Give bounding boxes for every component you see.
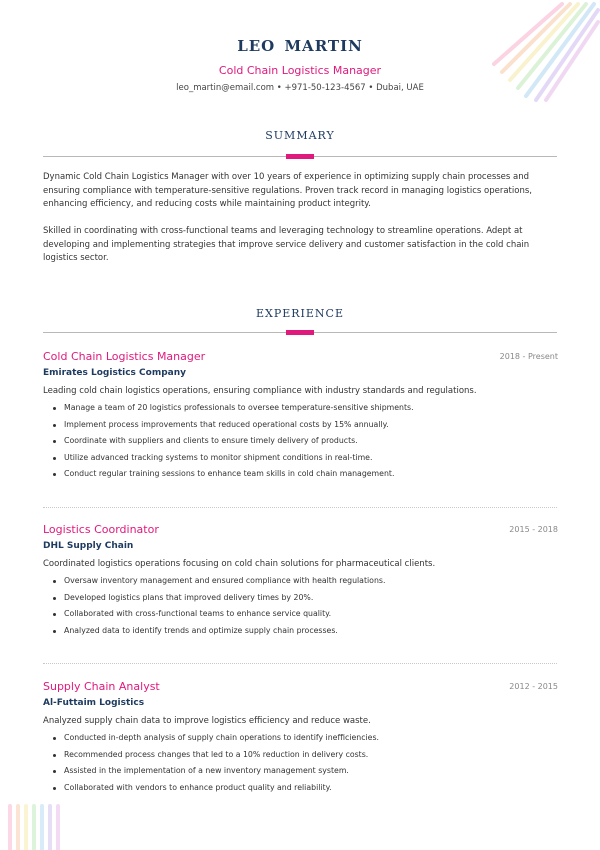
bullet-item: Recommended process changes that led to a 10% reduction in delivery costs. (43, 747, 558, 764)
job-divider (43, 507, 557, 508)
job-summary: Coordinated logistics operations focusing on cold chain solutions for pharmaceutical clients. (43, 559, 436, 569)
bullet-item: Utilize advanced tracking systems to monitor shipment conditions in real-time. (43, 450, 558, 467)
job-role: Supply Chain Analyst (43, 680, 160, 693)
job-summary: Analyzed supply chain data to improve logistics efficiency and reduce waste. (43, 716, 371, 726)
bullet-item: Conducted in-depth analysis of supply chain operations to identify inefficiencies. (43, 730, 558, 747)
bullet-item: Assisted in the implementation of a new inventory management system. (43, 763, 558, 780)
contact-line: leo_martin@email.com • +971-50-123-4567 • Dubai, UAE (176, 83, 424, 93)
job-role: Logistics Coordinator (43, 523, 159, 536)
bullet-item: Oversaw inventory management and ensured compliance with health regulations. (43, 573, 558, 590)
job-dates: 2012 - 2015 (509, 682, 558, 691)
bullet-item: Developed logistics plans that improved delivery times by 20%. (43, 590, 558, 607)
bullet-item: Conduct regular training sessions to enhance team skills in cold chain management. (43, 466, 558, 483)
summary-paragraph: Skilled in coordinating with cross-functional teams and leveraging technology to streamline operations. Adept at developing and implementing strategies that improve service delivery and customer satisfaction in the cold chain logistics sector. (43, 226, 530, 263)
rainbow-stripes-decoration-top (490, 0, 600, 110)
bullet-item: Manage a team of 20 logistics professionals to oversee temperature-sensitive shipments. (43, 400, 558, 417)
job-company: Al-Futtaim Logistics (43, 698, 145, 708)
summary-heading: SUMMARY (265, 129, 335, 142)
rainbow-stripes-decoration-bottom (4, 800, 74, 850)
job-divider (43, 663, 557, 664)
bullet-item: Analyzed data to identify trends and optimize supply chain processes. (43, 623, 558, 640)
bullet-item: Coordinate with suppliers and clients to ensure timely delivery of products. (43, 433, 558, 450)
summary-rule-accent (286, 154, 314, 159)
bullet-item: Implement process improvements that reduced operational costs by 15% annually. (43, 417, 558, 434)
job-bullets (43, 573, 558, 639)
bullet-item: Collaborated with cross-functional teams to enhance service quality. (43, 606, 558, 623)
candidate-name: LEO MARTIN (237, 37, 363, 55)
job-company: Emirates Logistics Company (43, 368, 186, 378)
job-role: Cold Chain Logistics Manager (43, 350, 206, 363)
job-company: DHL Supply Chain (43, 541, 134, 551)
job-dates: 2018 - Present (499, 352, 558, 361)
job-dates: 2015 - 2018 (509, 525, 558, 534)
experience-rule-accent (286, 330, 314, 335)
summary-paragraph: Dynamic Cold Chain Logistics Manager with over 10 years of experience in optimizing supply chain processes and ensuring compliance with temperature-sensitive regulations. Proven track record in managing logistics operations, enhancing efficiency, and reducing costs while maintaining product integrity. (43, 172, 532, 209)
experience-heading: EXPERIENCE (255, 307, 345, 320)
job-bullets (43, 400, 558, 483)
job-bullets (43, 730, 558, 796)
candidate-title: Cold Chain Logistics Manager (218, 64, 382, 77)
bullet-item: Collaborated with vendors to enhance product quality and reliability. (43, 780, 558, 797)
job-summary: Leading cold chain logistics operations, ensuring compliance with industry standards and regulations. (43, 386, 477, 396)
